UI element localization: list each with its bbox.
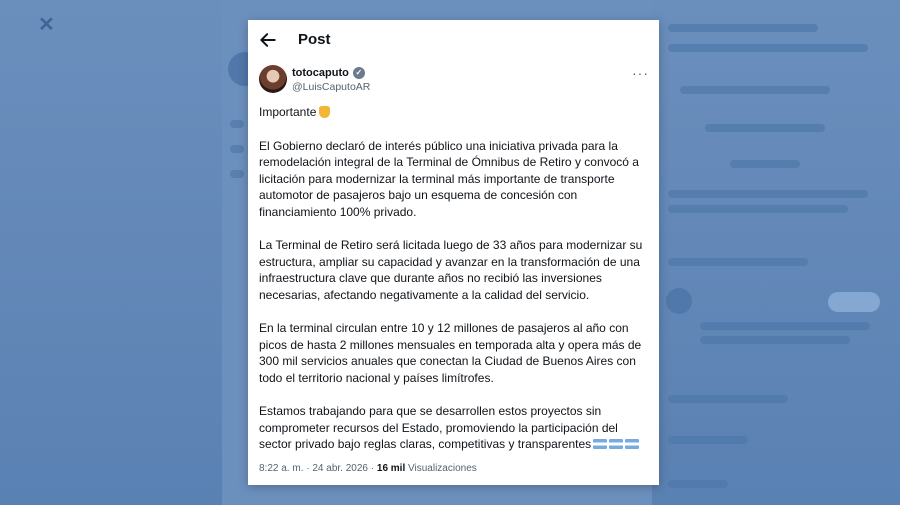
- author-handle[interactable]: @LuisCaputoAR: [292, 81, 371, 93]
- page-title: Post: [298, 31, 331, 48]
- argentina-flag-emoji: [609, 439, 623, 449]
- verified-badge-icon: ✓: [353, 67, 365, 79]
- more-options-icon[interactable]: ···: [632, 65, 649, 81]
- background-sidebar: [660, 0, 900, 505]
- blurred-text: [668, 44, 868, 52]
- views-count: 16 mil: [376, 463, 406, 474]
- post-metadata: [259, 463, 477, 474]
- blurred-avatar: [666, 288, 692, 314]
- post-paragraph: [259, 104, 651, 121]
- post-paragraph: [259, 403, 651, 453]
- argentina-flag-emoji: [593, 439, 607, 449]
- blurred-text: [230, 170, 244, 178]
- x-logo-icon: ✕: [38, 14, 55, 36]
- blurred-text: [668, 205, 848, 213]
- views-label: Visualizaciones: [408, 463, 477, 474]
- pointing-down-emoji: [319, 106, 330, 118]
- blurred-text: [730, 160, 800, 168]
- avatar[interactable]: [259, 65, 287, 93]
- blurred-text: [668, 24, 818, 32]
- blurred-text: [230, 120, 244, 128]
- post-date[interactable]: 24 abr. 2026: [312, 463, 368, 474]
- blurred-text: [700, 322, 870, 330]
- post-paragraph: En la terminal circulan entre 10 y 12 millones de pasajeros al año con picos de hasta 2 millones mensuales en temporada alta y opera más de 300 mil servicios anuales que conectan la Ciudad de Buenos Aires con todo el territorio nacional y países limítrofes.: [259, 321, 642, 385]
- blurred-text: [668, 190, 868, 198]
- post-text: [259, 104, 651, 470]
- arrow-left-icon[interactable]: [258, 30, 278, 50]
- meta-separator: ·: [306, 463, 310, 474]
- post-paragraph: La Terminal de Retiro será licitada luego de 33 años para modernizar su estructura, ampliar su capacidad y avanzar en la transformación de una infraestructura clave que durante años no recibió las inversiones necesarias, afectando negativamente a la calidad del servicio.: [259, 238, 643, 302]
- author-name-row[interactable]: [292, 67, 365, 79]
- post-time[interactable]: 8:22 a. m.: [259, 463, 304, 474]
- post-modal: [248, 20, 659, 485]
- meta-separator: ·: [370, 463, 375, 474]
- blurred-text: [668, 395, 788, 403]
- blurred-text: [230, 145, 244, 153]
- post-header: [248, 20, 659, 60]
- blurred-text: [668, 480, 728, 488]
- post-paragraph-text: Importante: [259, 105, 317, 119]
- blurred-text: [668, 258, 808, 266]
- blurred-text: [700, 336, 850, 344]
- blurred-button: [828, 292, 880, 312]
- blurred-text: [705, 124, 825, 132]
- post-paragraph-text: Estamos trabajando para que se desarrollen estos proyectos sin comprometer recursos del Estado, promoviendo la participación del sector privado bajo reglas claras, competitivas y transparentes: [259, 404, 618, 451]
- post-paragraph: El Gobierno declaró de interés público una iniciativa privada para la remodelación integral de la Terminal de Ómnibus de Retiro y convocó a licitación para modernizar la terminal más importante de transporte automotor de pasajeros bajo un esquema de concesión con financiamiento 100% privado.: [259, 138, 639, 219]
- argentina-flag-emoji: [625, 439, 639, 449]
- blurred-text: [680, 86, 830, 94]
- author-display-name[interactable]: totocaputo: [292, 67, 349, 79]
- blurred-text: [668, 436, 748, 444]
